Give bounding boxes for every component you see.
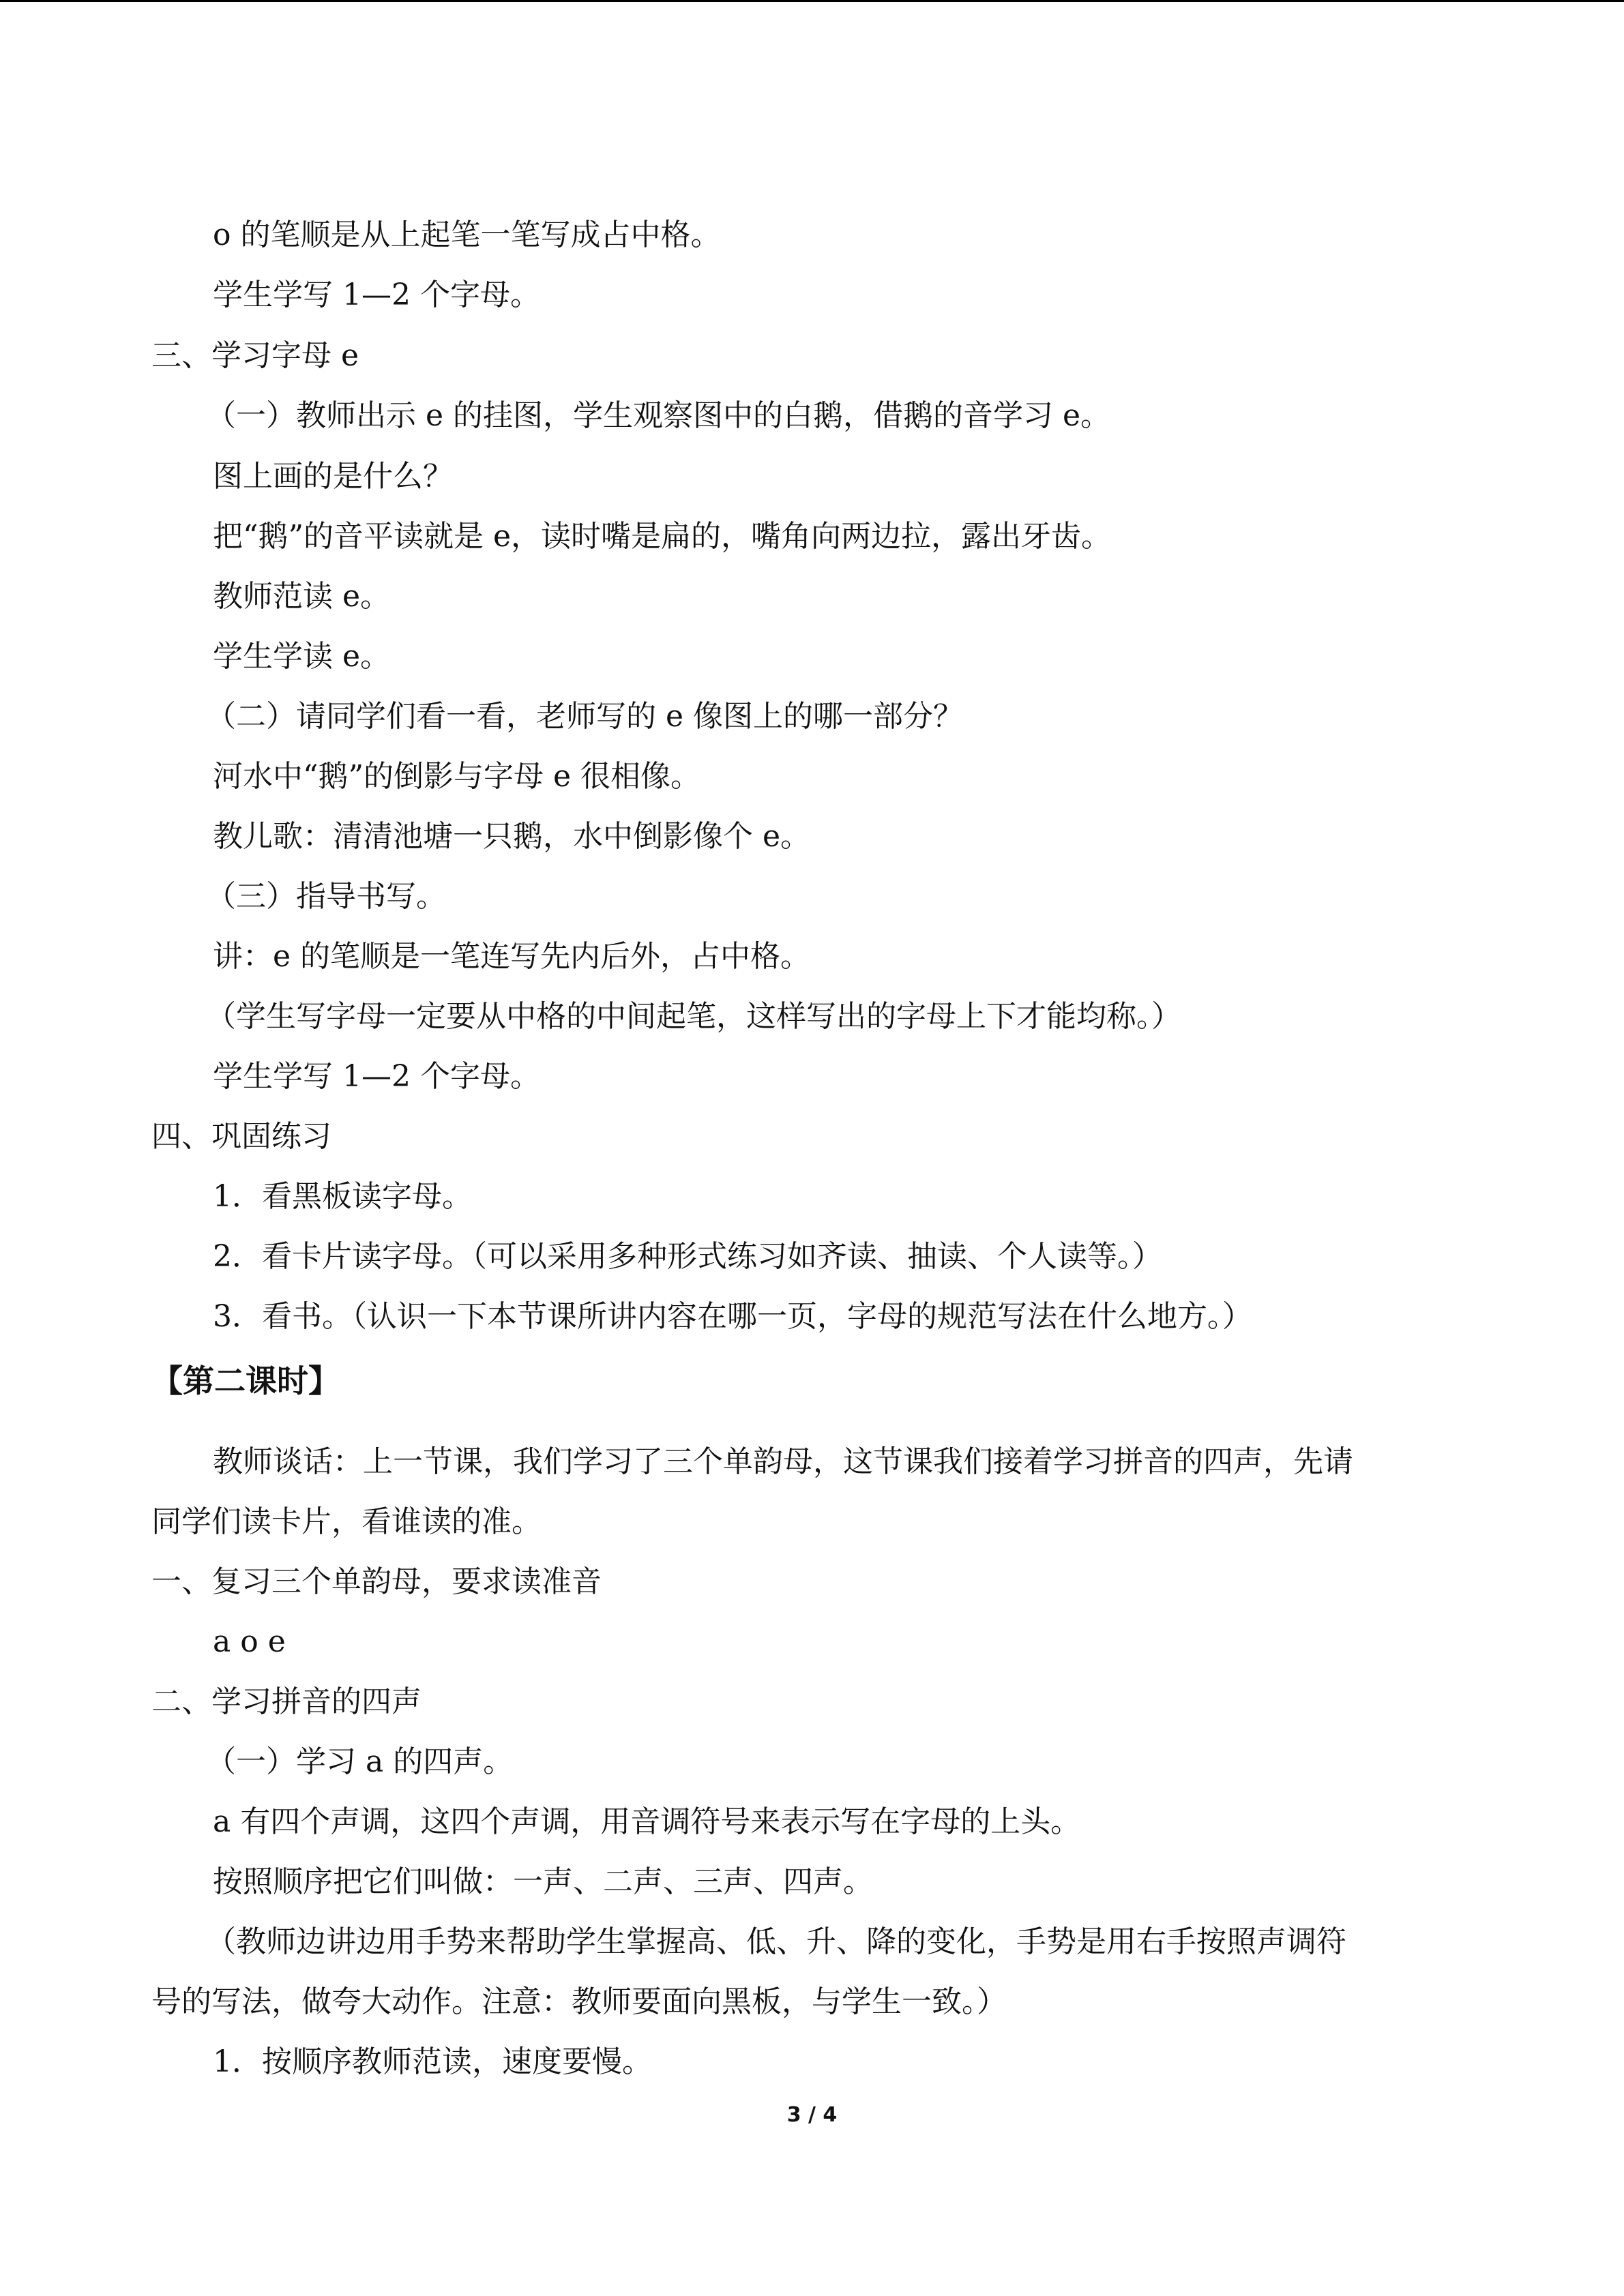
text-line: o 的笔顺是从上起笔一笔写成占中格。 xyxy=(213,218,721,252)
section-heading: 四、巩固练习 xyxy=(151,1119,331,1154)
page-top-border xyxy=(0,0,1624,2)
text-line: 学生学读 e。 xyxy=(213,639,391,674)
text-line: 图上画的是什么？ xyxy=(213,459,453,494)
text-line: 1．看黑板读字母。 xyxy=(213,1179,472,1214)
text-line: 2．看卡片读字母。（可以采用多种形式练习如齐读、抽读、个人读等。） xyxy=(213,1239,1162,1274)
section-heading: 一、复习三个单韵母，要求读准音 xyxy=(151,1564,602,1599)
text-line: （一）教师出示 e 的挂图，学生观察图中的白鹅，借鹅的音学习 e。 xyxy=(206,398,1111,433)
section-heading: 二、学习拼音的四声 xyxy=(151,1684,422,1719)
text-line: （学生写字母一定要从中格的中间起笔，这样写出的字母上下才能均称。） xyxy=(206,999,1181,1034)
text-line: 1．按顺序教师范读，速度要慢。 xyxy=(213,2044,652,2079)
section-heading: 三、学习字母 e xyxy=(151,338,359,373)
text-line: a o e xyxy=(213,1624,286,1659)
text-line: 同学们读卡片，看谁读的准。 xyxy=(151,1504,542,1539)
text-line: 按照顺序把它们叫做：一声、二声、三声、四声。 xyxy=(213,1864,873,1899)
text-line: （二）请同学们看一看，老师写的 e 像图上的哪一部分？ xyxy=(206,699,964,734)
text-line: 讲：e 的笔顺是一笔连写先内后外，占中格。 xyxy=(213,939,811,974)
text-line: 把“鹅”的音平读就是 e，读时嘴是扁的，嘴角向两边拉，露出牙齿。 xyxy=(213,519,1112,554)
text-line: （教师边讲边用手势来帮助学生掌握高、低、升、降的变化，手势是用右手按照声调符 xyxy=(206,1924,1346,1959)
text-line: 3．看书。（认识一下本节课所讲内容在哪一页，字母的规范写法在什么地方。） xyxy=(213,1299,1252,1334)
text-line: 学生学写 1—2 个字母。 xyxy=(213,1059,540,1094)
text-line: 号的写法，做夸大动作。注意：教师要面向黑板，与学生一致。） xyxy=(151,1984,1007,2019)
text-line: 教师范读 e。 xyxy=(213,579,391,614)
lesson-heading: 【第二课时】 xyxy=(151,1362,340,1399)
text-line: a 有四个声调，这四个声调，用音调符号来表示写在字母的上头。 xyxy=(213,1804,1081,1839)
text-line: 教儿歌：清清池塘一只鹅，水中倒影像个 e。 xyxy=(213,819,811,854)
text-line: 学生学写 1—2 个字母。 xyxy=(213,278,540,312)
text-line: 教师谈话：上一节课，我们学习了三个单韵母，这节课我们接着学习拼音的四声，先请 xyxy=(213,1444,1353,1479)
page-number: 3 / 4 xyxy=(786,2103,838,2127)
text-line: （一）学习 a 的四声。 xyxy=(206,1744,514,1779)
text-line: （三）指导书写。 xyxy=(206,879,446,914)
text-line: 河水中“鹅”的倒影与字母 e 很相像。 xyxy=(213,759,700,794)
